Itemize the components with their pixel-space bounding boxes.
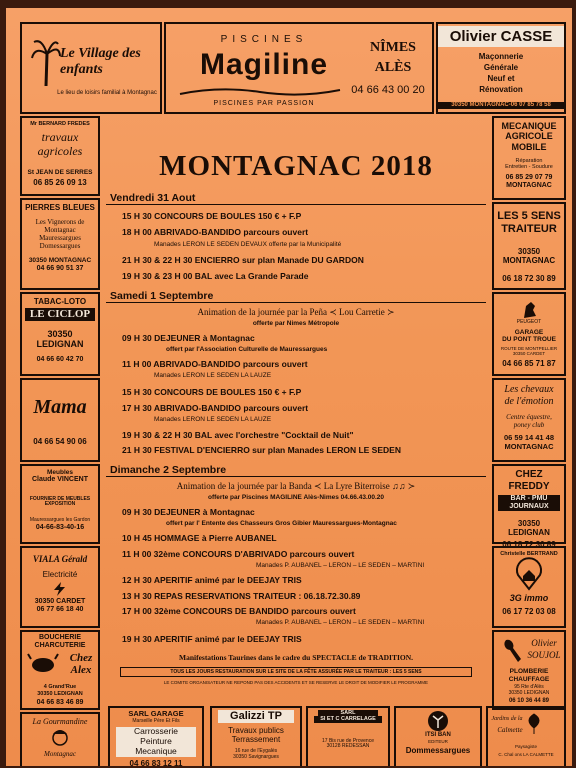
festival-poster (6, 8, 572, 766)
day-friday: Vendredi 31 Aout (110, 192, 196, 204)
friday-event-2-sub: Manades LERON LE SEDEN DEVAUX offerte par la Municipalité (154, 241, 342, 248)
bottom0-l4: Peinture (116, 737, 196, 747)
saturday-event-3: 15 H 30 CONCOURS DE BOULES 150 € + F.P (122, 387, 302, 397)
right3-l4: poney club (513, 421, 545, 430)
saturday-animation: Animation de la journée par la Peña ≺ Lou Carretie ≻ (197, 307, 395, 317)
ad-galizzi-tp (210, 706, 302, 766)
bottom2-l1: SARL (318, 710, 378, 716)
ad-jardins-calmette (486, 706, 566, 766)
right6-l6: 30350 LEDIGNAN (508, 690, 550, 696)
left4-l2: Claude VINCENT (31, 476, 88, 484)
right3-l3: Centre équestre, (506, 413, 552, 421)
right4-l1: CHEZ FREDDY (508, 469, 550, 492)
right0-l2: AGRICOLE (505, 131, 553, 142)
friday-event-2: 18 H 00 ABRIVADO-BANDIDO parcours ouvert (122, 227, 309, 237)
wrench-icon (500, 638, 522, 664)
ad-mecanique-agricole (492, 116, 566, 200)
right1-l1: LES 5 SENS (497, 210, 561, 222)
sunday-event-4: 12 H 30 APERITIF animé par le DEEJAY TRIS (122, 575, 302, 585)
wave-icon (180, 86, 340, 98)
ad-boucherie-chez-alex (20, 630, 100, 710)
divider (106, 204, 486, 205)
bottom2-l3: 17 Bis rue de Provence (322, 737, 374, 744)
left2-l1: TABAC-LOTO (33, 297, 87, 306)
ad-garage-peugeot (492, 292, 566, 376)
sunday-event-2: 10 H 45 HOMMAGE à Pierre AUBANEL (122, 533, 277, 543)
sunday-event-7: 19 H 30 APERITIF animé par le DEEJAY TRIS (122, 634, 302, 644)
friday-event-3: 21 H 30 & 22 H 30 ENCIERRO sur plan Manade DU GARDON (122, 255, 364, 265)
left4-l6: 04-66-83-40-16 (35, 523, 85, 531)
left0-l3: agricoles (37, 144, 83, 159)
left6-l7: 04 66 83 46 89 (36, 699, 84, 706)
left7-l1: La Gourmandine (32, 717, 88, 726)
right4-l6: 06 18 72 30 89 (502, 540, 556, 550)
right1-l5: 06 18 72 30 89 (502, 273, 556, 283)
saturday-event-1: 09 H 30 DEJEUNER à Montagnac (122, 333, 255, 343)
magiline-line1: PISCINES (220, 34, 308, 45)
left5-l4: 06 77 66 18 40 (36, 605, 84, 613)
ad-olivier-casse (436, 22, 566, 114)
left6-l5: 4 Grand'Rue (43, 684, 77, 690)
tree-logo-icon (427, 710, 449, 732)
bottom1-l1: Galizzi TP (218, 710, 294, 723)
bottom2-l2: SI ET C CARRELAGE (314, 716, 382, 722)
right1-l4: MONTAGNAC (502, 256, 556, 266)
right2-l1: PEUGEOT (516, 319, 542, 325)
footer-restauration: TOUS LES JOURS RESTAURATION SUR LE SITE DE LA FÊTE ASSURÉE PAR LE TRAITEUR : LES 5 SENS (120, 667, 472, 677)
left1-l7: 04 66 90 51 37 (36, 264, 84, 272)
left5-l1: VIALA Gérald (32, 554, 88, 564)
house-pin-icon (514, 563, 544, 591)
right0-l7: MONTAGNAC (506, 181, 552, 189)
right4-l4: 30350 (517, 519, 541, 529)
left0-l1: Mr BERNARD FREDES (30, 121, 90, 127)
ad-piscines-magiline (164, 22, 434, 114)
village-name: Le Village des enfants (60, 46, 141, 78)
right3-l2: de l'émotion (504, 395, 554, 407)
right6-l3: PLOMBERIE (509, 668, 549, 675)
right6-l5: 95 Rte d'Alès (514, 684, 544, 690)
magiline-city-ales: ALÈS (374, 60, 412, 75)
right4-l2: BAR - PMU (498, 495, 560, 503)
bottom1-l4: 16 rue de l'Eygalès (234, 748, 278, 755)
ad-tabac-le-ciclop (20, 292, 100, 376)
left2-l3: 30350 (47, 328, 73, 339)
left6-l6: 30350 LEDIGNAN (37, 691, 83, 697)
left1-l6: 30350 MONTAGNAC (28, 257, 92, 265)
bottom0-l5: Mecanique (116, 747, 196, 757)
bottom4-l4: C. Chal ons LA CALMETTE (498, 752, 554, 757)
lightning-icon (52, 582, 68, 596)
ad-3g-immo (492, 546, 566, 628)
bottom1-l3: Terrassement (231, 734, 281, 744)
left7-l2: Montagnac (44, 750, 76, 759)
sunday-animation: Animation de la journée par la Banda ≺ La Lyre Biterroise ♫♫ ≻ (176, 481, 416, 491)
sunday-event-6: 17 H 00 32ème CONCOURS DE BANDIDO parcours ouvert (122, 606, 356, 616)
right6-l7: 06 10 36 44 89 (508, 698, 550, 704)
right3-l6: MONTAGNAC (504, 441, 554, 451)
peugeot-lion-icon (519, 300, 539, 320)
palm-tree-icon (32, 36, 60, 86)
footer-disclaimer: LE COMITE ORGANISATEUR NE REPOND PAS DES ACCIDENTS ET SE RESERVE LE DROIT DE MODIFIER LE PROGRAMME (163, 680, 429, 685)
ad-sarl-garage-marseille (108, 706, 204, 766)
bottom0-l1: SARL GARAGE (128, 709, 184, 718)
saturday-event-6: 21 H 30 FESTIVAL D'ENCIERRO sur plan Manades LERON LE SEDEN (122, 445, 401, 455)
saturday-event-2: 11 H 00 ABRIVADO-BANDIDO parcours ouvert (122, 359, 308, 369)
left2-l5: 04 66 60 42 70 (36, 355, 84, 363)
sunday-event-6-sub: Manades P. AUBANEL – LERON – LE SEDEN – MARTINI (256, 619, 425, 626)
sunday-event-5: 13 H 30 REPAS RESERVATIONS TRAITEUR : 06.18.72.30.89 (122, 591, 361, 601)
bottom4-l3: Paysagiste (514, 744, 537, 749)
saturday-animation-sub: offerte par Nimes Métropole (252, 320, 340, 327)
left5-l3: 30350 CARDET (34, 597, 86, 605)
casse-line2: Générale (483, 63, 519, 72)
casse-line4: Rénovation (479, 85, 523, 94)
magiline-city-nimes: NÎMES (370, 40, 416, 55)
bottom4-l1: Jardins de la (491, 716, 523, 722)
magiline-phone: 04 66 43 00 20 (351, 84, 425, 96)
ad-chez-freddy (492, 464, 566, 550)
ad-la-gourmandine (20, 712, 100, 766)
sunday-event-3-sub: Manades P. AUBANEL – LERON – LE SEDEN – MARTINI (256, 562, 425, 569)
ad-meubles-vincent (20, 464, 100, 544)
bottom1-l5: 30350 Savignargues (233, 753, 279, 760)
ad-si-et-c-carrelage (306, 706, 390, 766)
ad-pierres-bleues (20, 198, 100, 290)
right0-l4: Réparation (515, 158, 543, 165)
sunday-event-1-sub: offert par l' Entente des Chasseurs Gros Gibier Mauressargues-Montagnac (166, 520, 397, 527)
ad-bernard-fredes (20, 116, 100, 196)
program-title: MONTAGNAC 2018 (159, 150, 433, 182)
right0-l1: MECANIQUE (501, 121, 557, 131)
ad-mama (20, 378, 100, 462)
magiline-tagline: PISCINES PAR PASSION (213, 100, 315, 107)
left3-l2: 04 66 54 90 06 (33, 437, 87, 446)
saturday-event-2-sub: Manades LERON LE SEDEN LA LAUZE (154, 372, 272, 379)
left2-l2: LE CICLOP (25, 308, 95, 321)
saturday-event-4: 17 H 30 ABRIVADO-BANDIDO parcours ouvert (122, 403, 309, 413)
casse-footer: 30350 MONTAGNAC-06 07 85 78 58 (438, 102, 564, 109)
right6-l1: Olivier (531, 638, 557, 648)
footer-tradition: Manifestations Taurines dans le cadre du SPECTACLE de TRADITION. (178, 653, 413, 662)
casse-line3: Neuf et (487, 74, 515, 83)
bottom3-l3: Dommessargues (405, 746, 471, 756)
right6-l4: CHAUFFAGE (508, 676, 550, 683)
right3-l5: 06 59 14 41 48 (503, 433, 555, 443)
saturday-event-4-sub: Manades LERON LE SEDEN LA LAUZE (154, 416, 272, 423)
left6-l4: Alex (70, 664, 92, 676)
divider (106, 302, 486, 303)
bottom2-l4: 30128 REDESSAN (326, 743, 370, 750)
bottom3-l2: EDITEUR (428, 738, 448, 744)
cow-icon (28, 654, 58, 674)
bottom0-l2: Marseille Père Et Fils (132, 717, 180, 724)
left0-l5: 06 85 26 09 13 (33, 178, 87, 188)
right2-l6: 04 66 85 71 87 (502, 359, 556, 369)
left1-l3: Montagnac (44, 226, 76, 235)
day-sunday: Dimanche 2 Septembre (110, 464, 227, 476)
right2-l5: 30350 CARDET (512, 350, 546, 356)
ad-itsi-ban (394, 706, 482, 766)
right0-l6: 06 85 29 07 79 (505, 173, 553, 181)
bottom0-l3: Carrosserie (116, 727, 196, 737)
ad-les-5-sens-traiteur (492, 202, 566, 290)
bottom4-l2: Calmette (497, 726, 523, 734)
right2-l3: DU PONT TROUE (502, 336, 556, 344)
right5-l1: Christelle BERTRAND (500, 551, 558, 557)
bottom0-l6: 04 66 83 12 11 (129, 758, 183, 768)
left4-l1: Meubles (46, 469, 73, 476)
saturday-event-1-sub: offert par l'Association Culturelle de Mauressargues (166, 346, 328, 353)
ad-chevaux-emotion (492, 378, 566, 462)
sunday-event-1: 09 H 30 DEJEUNER à Montagnac (122, 507, 255, 517)
bottom3-l1: ITSI BAN (425, 732, 451, 738)
right5-l3: 06 17 72 03 08 (502, 606, 556, 616)
right3-l1: Les chevaux (504, 384, 554, 395)
right2-l4: ROUTE DE MONTPELLIER (500, 345, 558, 351)
right2-l2: GARAGE (514, 328, 544, 336)
ad-olivier-soujol (492, 630, 566, 710)
magiline-brand: Magiline (199, 48, 328, 81)
right6-l2: SOUJOL (527, 650, 561, 660)
left0-l4: St JEAN DE SERRES (27, 168, 93, 176)
left1-l2: Les Vignerons de (35, 218, 85, 227)
sunday-event-3: 11 H 00 32ème CONCOURS D'ABRIVADO parcours ouvert (122, 549, 355, 559)
left2-l4: LEDIGNAN (36, 339, 84, 350)
left3-l1: Mama (33, 396, 87, 418)
left6-l2: CHARCUTERIE (34, 642, 86, 650)
saturday-event-5: 19 H 30 & 22 H 30 BAL avec l'orchestre "Cocktail de Nuit" (122, 430, 354, 440)
right4-l3: JOURNAUX (498, 503, 560, 511)
left0-l2: travaux (41, 130, 79, 145)
right1-l3: 30350 (517, 247, 541, 257)
friday-event-4: 19 H 30 & 23 H 00 BAL avec La Grande Parade (122, 271, 309, 281)
village-tagline: Le lieu de loisirs familial à Montagnac (57, 90, 157, 96)
sunday-animation-sub: offerte par Piscines MAGILINE Alès-Nimes 04.66.43.00.20 (207, 494, 385, 501)
casse-line1: Maçonnerie (478, 52, 524, 61)
left6-l1: BOUCHERIE (38, 634, 81, 641)
divider (106, 476, 486, 477)
left4-l3: FOURNIER DE MEUBLES (29, 495, 91, 502)
left1-l1: PIERRES BLEUES (25, 203, 95, 212)
right1-l2: TRAITEUR (501, 222, 557, 235)
left5-l2: Electricité (42, 570, 78, 580)
ad-village-des-enfants (20, 22, 162, 114)
ad-viala-gerald (20, 546, 100, 628)
right0-l3: MOBILE (511, 141, 547, 152)
day-saturday: Samedi 1 Septembre (110, 290, 214, 302)
right0-l5: Entretien - Soudure (505, 164, 553, 171)
left1-l5: Domessargues (39, 242, 81, 251)
left6-l3: Chez (69, 652, 93, 664)
festival-program (106, 146, 486, 686)
chef-icon (48, 728, 72, 748)
casse-name: Olivier CASSE (438, 26, 564, 47)
right4-l5: LEDIGNAN (508, 528, 550, 538)
friday-event-1: 15 H 30 CONCOURS DE BOULES 150 € + F.P (122, 211, 302, 221)
bottom1-l2: Travaux publics (228, 725, 284, 735)
left1-l4: Mauressargues (39, 234, 81, 243)
right5-l2: 3G immo (509, 593, 549, 604)
left4-l5: Mauressargues les Gardon (29, 517, 91, 524)
left4-l4: EXPOSITION (44, 501, 76, 508)
